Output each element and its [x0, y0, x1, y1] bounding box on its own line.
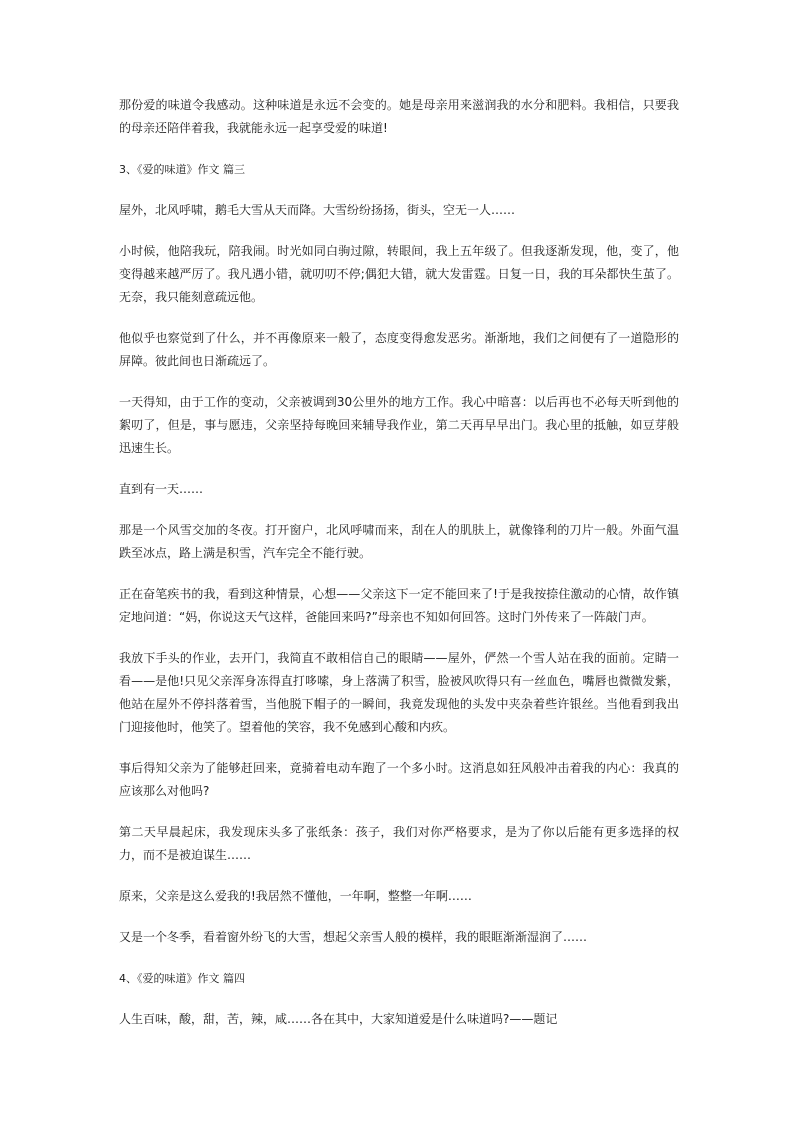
paragraph-until-one-day: 直到有一天…… — [119, 482, 204, 496]
paragraph-intro-ending: 那份爱的味道令我感动。这种味道是永远不会变的。她是母亲用来滋润我的水分和肥料。我相信，只要我的母亲还陪伴着我，我就能永远一起享受爱的味道! — [119, 98, 679, 135]
paragraph-snowman-father: 我放下手头的作业，去开门，我简直不敢相信自己的眼睛——屋外，俨然一个雪人站在我的面前。定睛一看——是他!只见父亲浑身冻得直打哆嗦，身上落满了积雪，脸被风吹得只有一丝血色，嘴唇也微微发紫，他站在屋外不停抖落着雪，当他脱下帽子的一瞬间，我竟发现他的头发中夹杂着些许银丝。当他看到我出门迎接他时，他笑了。望着他的笑容，我不免感到心酸和内疚。 — [119, 651, 679, 734]
paragraph-asking-mother: 正在奋笔疾书的我，看到这种情景，心想——父亲这下一定不能回来了!于是我按捺住激动的心情，故作镇定地问道：“妈，你说这天气这样，爸能回来吗?”母亲也不知如何回答。这时门外传来了一阵敲门声。 — [119, 587, 679, 624]
section-heading-3: 3、《爱的味道》作文 篇三 — [119, 163, 245, 176]
paragraph-winter-night: 那是一个风雪交加的冬夜。打开窗户，北风呼啸而来，刮在人的肌肤上，就像锋利的刀片一般。外面气温跌至冰点，路上满是积雪，汽车完全不能行驶。 — [119, 523, 679, 560]
section-heading-4: 4、《爱的味道》作文 篇四 — [119, 972, 245, 985]
paragraph-barrier: 他似乎也察觉到了什么，并不再像原来一般了，态度变得愈发恶劣。渐渐地，我们之间便有了一道隐形的屏障。彼此间也日渐疏远了。 — [119, 331, 679, 368]
document-body — [119, 94, 679, 1049]
paragraph-epigraph: 人生百味，酸，甜，苦，辣，咸……各在其中，大家知道爱是什么味道吗?——题记 — [119, 1012, 558, 1026]
paragraph-realization: 事后得知父亲为了能够赶回来，竟骑着电动车跑了一个多小时。这消息如狂风般冲击着我的内心：我真的应该那么对他吗? — [119, 761, 679, 798]
paragraph-understanding: 原来，父亲是这么爱我的!我居然不懂他，一年啊，整整一年啊…… — [119, 889, 472, 903]
paragraph-winter-again: 又是一个冬季，看着窗外纷飞的大雪，想起父亲雪人般的模样，我的眼眶渐渐湿润了…… — [119, 930, 588, 944]
paragraph-snowstorm: 屋外，北风呼啸，鹅毛大雪从天而降。大雪纷纷扬扬，街头，空无一人…… — [119, 203, 516, 217]
paragraph-childhood: 小时候，他陪我玩，陪我闹。时光如同白驹过隙，转眼间，我上五年级了。但我逐渐发现，他，变了，他变得越来越严厉了。我凡遇小错，就叨叨不停;偶犯大错，就大发雷霆。日复一日，我的耳朵都快生茧了。无奈，我只能刻意疏远他。 — [119, 244, 679, 304]
paragraph-note: 第二天早晨起床，我发现床头多了张纸条：孩子，我们对你严格要求，是为了你以后能有更多选择的权力，而不是被迫谋生…… — [119, 825, 679, 862]
paragraph-job-transfer: 一天得知，由于工作的变动，父亲被调到30公里外的地方工作。我心中暗喜：以后再也不必每天听到他的絮叨了，但是，事与愿违，父亲坚持每晚回来辅导我作业，第二天再早早出门。我心里的抵触，如豆芽般迅速生长。 — [119, 395, 679, 455]
